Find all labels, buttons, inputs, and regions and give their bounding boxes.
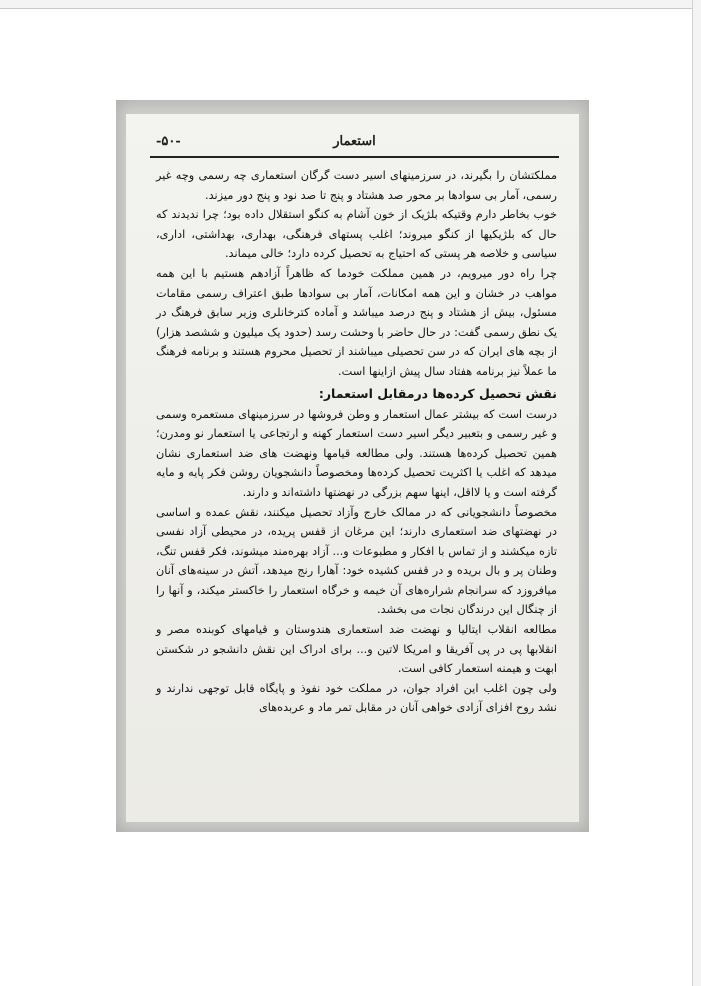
- page-paper: [126, 114, 579, 822]
- paragraph-5: مخصوصاً دانشجویانی که در ممالک خارج وآزاد تحصیل میکنند، نقش عمده و اساسی در نهضتهای ضد استعماری دارند؛ این مرغان از قفس پریده، در محیطی آزاد نفسی تازه میکشند و از تماس با افکار و مطبوعات و... آزاد بهره‌مند میشوند، فکر قفس تنگ، وطنان پر و بال بریده و در قفس کشیده خود: آهارا رنج میدهد، آتش در سینه‌های آنان میافروزد که سرانجام شراره‌های آن خیمه و خرگاه استعمار را خاکستر میکند، و آنها را از چنگال این درندگان نجات می بخشد.: [156, 505, 557, 617]
- paragraph-2: خوب بخاطر دارم وقتیکه بلژیک از خون آشام به کنگو استقلال داده بود؛ چرا ندیدند که حال که بلژیکیها از کنگو میروند؛ اغلب پستهای فرهنگی، بهداری، بهداشتی، اداری، سیاسی و خلاصه هر پستی که احتیاج به تحصیل کرده دارد؛ خالی میماند.: [156, 208, 557, 261]
- paragraph-1: مملکتشان را بگیرند، در سرزمینهای اسیر دست گرگان استعماری چه رسمی وچه غیر رسمی، آمار بی سوادها بر محور صد هشتاد و پنج تا صد نود و پنج دور میزند.: [156, 169, 557, 202]
- header-rule: [150, 156, 559, 158]
- paragraph-4: درست است که بیشتر عمال استعمار و وطن فروشها در سرزمینهای مستعمره وسمی و غیر رسمی و بتعبیر دیگر اسیر دست استعمار کهنه و ارتجاعی یا استعمار نو ومدرن؛ همین تحصیل کرده‌ها هستند. ولی مطالعه قیامها ونهضت های ضد استعماری نشان میدهد که اغلب یا اکثریت تحصیل کرده‌ها ومخصوصاً دانشجویان روشن فکر پایه و مایه گرفته است و یا لااقل، اینها سهم بزرگی در نهضتها داشته‌اند و دارند.: [156, 407, 557, 499]
- paragraph-3: چرا راه دور میرویم، در همین مملکت خودما که ظاهراً آزادهم هستیم با این همه مواهب در خشان و این همه امکانات، آمار بی سوادها طبق اعتراف رسمی مقامات مسئول، بیش از هشتاد و پنج درصد میباشد و آماده کترخانلری وزیر سابق فرهنگ در یک نطق رسمی گفت: در حال حاضر با وحشت رسد (حدود یک میلیون و ششصد هزار) از بچه های ایران که در سن تحصیلی میباشند از تحصیل محروم هستند و برنامه فرهنگ ما عملاً نیز برنامه هفتاد سال پیش ازاینها است.: [156, 266, 557, 378]
- viewer-top-edge: [0, 0, 701, 9]
- body-text: [156, 166, 557, 718]
- page-number: -۵۰-: [156, 134, 181, 149]
- page-header: [156, 134, 553, 154]
- running-title: استعمار: [333, 134, 376, 149]
- scanned-page: [116, 100, 589, 832]
- paragraph-7: ولی چون اغلب این افراد جوان، در مملکت خود نفوذ و پایگاه قابل توجهی ندارند و نشد روح افزای آزادی خواهی آنان در مقابل تمر ماد و عربده‌های: [156, 681, 557, 715]
- paragraph-6: مطالعه انقلاب ایتالیا و نهضت ضد استعماری هندوستان و قیامهای کوبنده مصر و انقلابها پی در پی آفریقا و امریکا لاتین و... برای ادراک این نقش دانشجو در شکستن ابهت و هیمنه استعمار کافی است.: [156, 623, 557, 676]
- section-heading: نقش تحصیل کرده‌ها درمقابل استعمار:: [318, 385, 557, 401]
- viewer-scrollbar-track[interactable]: [692, 0, 701, 986]
